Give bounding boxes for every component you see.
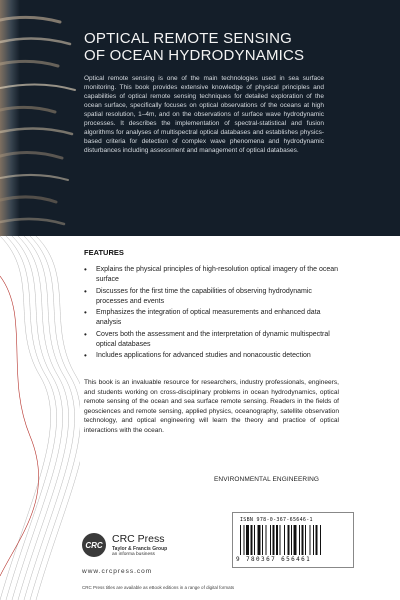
crc-logo-icon: CRC bbox=[82, 533, 106, 557]
barcode-icon bbox=[240, 525, 348, 555]
subject-category: ENVIRONMENTAL ENGINEERING bbox=[214, 476, 320, 483]
feature-item: • Emphasizes the integration of optical measurements and enhanced data analysis bbox=[84, 308, 344, 328]
book-summary: This book is an invaluable resource for researchers, industry professionals, engineers, and students working on cross-disciplinary problems in ocean hydrodynamics, optical remote sensing of the ocean and sea surface remote sensing. Readers in the fields of geosciences and remote sensing, applied physics, oceanography, satellite observation technology, and optical engineering will learn the theory and practice of optical interactions with the ocean. bbox=[84, 379, 339, 434]
isbn-label: ISBN 978-0-367-65646-1 bbox=[240, 517, 313, 523]
features-heading: FEATURES bbox=[84, 248, 124, 257]
publisher-group: Taylor & Francis Group bbox=[112, 546, 168, 552]
book-title bbox=[84, 30, 384, 64]
publisher-name: CRC Press bbox=[112, 533, 165, 545]
feature-item: • Covers both the assessment and the interpretation of dynamic multispectral optical databases bbox=[84, 330, 344, 350]
decorative-wave-lines bbox=[0, 236, 80, 600]
publisher-website[interactable]: www.crcpress.com bbox=[82, 568, 153, 575]
feature-item: • Explains the physical principles of high-resolution optical imagery of the ocean surface bbox=[84, 265, 344, 285]
publisher-subtitle: an informa business bbox=[112, 552, 155, 557]
features-list bbox=[84, 265, 344, 363]
cover-header-panel bbox=[0, 0, 400, 236]
barcode-digits: 9 780367 656461 bbox=[236, 556, 312, 563]
ebook-footnote: CRC Press titles are available as eBook editions in a range of digital formats bbox=[82, 585, 235, 590]
feature-item: • Includes applications for advanced studies and nonacoustic detection bbox=[84, 351, 344, 361]
book-title-line-2: OF OCEAN HYDRODYNAMICS bbox=[84, 47, 305, 64]
book-title-line-1: OPTICAL REMOTE SENSING bbox=[84, 30, 293, 47]
feature-item: • Discusses for the first time the capabilities of observing hydrodynamic processes and events bbox=[84, 287, 344, 307]
book-description: Optical remote sensing is one of the main technologies used in sea surface monitoring. This book provides extensive knowledge of physical principles and capabilities of optical remote sensing techniques for detailed exploration of the ocean surface, specifically focuses on optical observations of the oceans at high spatial resolution, 1–4m, and on the observations of surface wave hydrodynamic processes. It describes the implementation of spectral-statistical and fusion algorithms for analyses of multispectral optical databases and establishes physics-based criteria for detection of complex wave phenomena and hydrodynamic disturbances including assessment and management of optical databases. bbox=[84, 75, 324, 154]
